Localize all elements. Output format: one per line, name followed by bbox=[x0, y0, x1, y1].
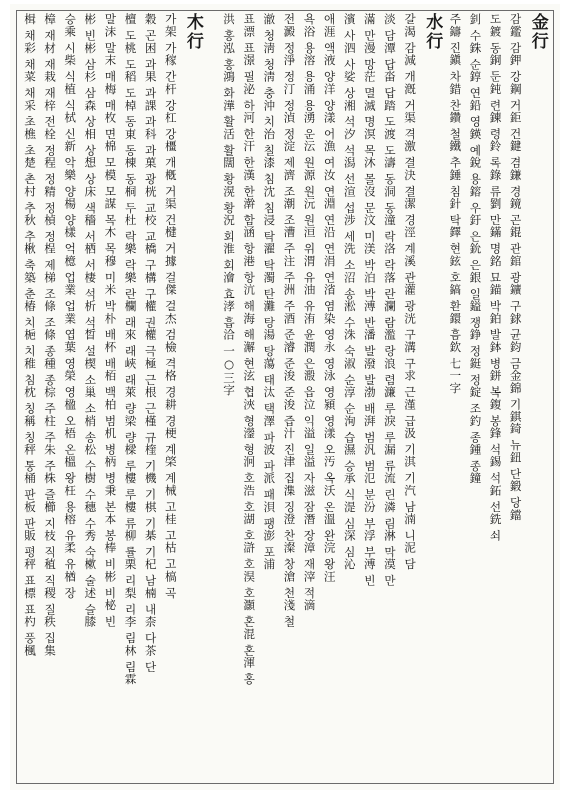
text-column: 彬 빈彬 삼杉 삼森 상相 상想 상床 색穡 서栖 서棲 석析 석晳 설楔 소巢 소梢 송松 수樹 수穗 수秀 숙樕 술述 슬膝 bbox=[83, 13, 98, 628]
text-column: 濱 사泗 사娑 상湘 석汐 석潟 선渲 섭涉 세洗 소沼 송淞 수洙 숙淑 순淳 순洵 습濕 승承 식湜 심深 심沁 bbox=[342, 13, 357, 571]
text-column: 말沫 말末 매梅 매枚 면棉 모模 모謀 목木 목穆 미米 박朴 배杯 배栢 백柏 범机 병柄 병秉 본本 봉棒 비彬 비柲 빈 bbox=[103, 13, 118, 628]
page-border bbox=[16, 10, 554, 784]
text-column: 욕浴 용溶 용涌 용湧 운沄 원源 원沅 원洹 위渭 유油 유洧 윤潤 은溵 읍泣 익溢 일溢 자滋 잠潛 장漳 재滓 적滴 bbox=[302, 13, 317, 612]
text-column: 穀 곤困 과果 과課 과科 과菓 광桄 교校 교橋 구構 구權 권權 극極 근根 근槿 규楏 기機 기棋 기棊 기杞 남楠 내柰 다茶 단 bbox=[143, 13, 158, 673]
text-column: 애涯 액液 양洋 양漾 어漁 여汝 연淵 연沿 연涓 연渻 염染 영永 영泳 영潁 영漾 오汚 옥沃 온溫 완浣 왕汪 bbox=[322, 13, 337, 583]
text-column: 표漂 표澋 필泌 하河 한汗 한漢 한澣 함涵 항港 항沆 해海 해澥 현泫 협浹 형灐 형泂 호浩 호湖 호滸 호淏 호灝 혼混 혼渾 홍 bbox=[242, 13, 257, 685]
text-column: 澈 청淸 청淸 충沖 치治 칠漆 침沈 침浸 탁濯 탁濁 탄灘 탕湯 탕蕩 태汰 택澤 파波 파派 패浿 팽澎 포浦 bbox=[262, 13, 277, 571]
text-column: 승乘 시柴 식植 식栻 신新 악樂 양楊 양樣 억檍 업業 업業 엽葉 영榮 영楹 오梧 온榲 왕枉 용榕 유柔 유楢 장 bbox=[63, 13, 78, 599]
text-column: 감鑑 감鉀 강鋼 거鉅 건鍵 겸鎌 경鏡 곤錕 관錧 광鑛 구銶 균鈞 금金錦 기錤錡 뉴鈕 단鍛 당鐺 bbox=[508, 13, 523, 521]
text-column: 갈渴 감減 개漑 거渠 격激 결決 결潔 경涇 계溪 관灌 광洸 구溝 구求 근漌 급汲 기淇 기汽 남湳 니泥 담 bbox=[403, 13, 418, 571]
text-column: 滿 만漫 망茫 멸滅 명溟 목沐 몰沒 문汶 미渼 박泊 박溥 반潘 발潑 발渤 배湃 범汎 범氾 분汾 부浮 부溥 빈 bbox=[362, 13, 377, 587]
text-column: 가架 가稼 간杆 강杠 강橿 개槪 거渠 건楗 거據 걸傑 걸杰 검檢 격格 경耕 경梗 계棨 계械 고桂 고枯 고槁 곡 bbox=[163, 13, 178, 599]
text-column: 도鍍 동銅 둔鈍 련鍊 령鈴 록錄 류劉 만鏋 명銘 묘錨 박鉑 발鉢 병鉼 복鍑 봉鋒 석錫 석鉐 선銑 쇠 bbox=[488, 13, 503, 542]
column-gap bbox=[207, 13, 217, 781]
text-column: 釗 수銖 순錞 연鉛 영鍈 예銳 용鎔 우釪 은鈗 은銀 일鎰 쟁錚 정鋌 정錠 조釣 종鍾 종鐘 bbox=[468, 13, 483, 485]
text-column: 洪 홍泓 홍鴻 화澕 활活 활闊 황滉 황況 회淮 회澮 효涍 흡洽 一○三字 bbox=[222, 13, 237, 397]
text-column: 淡 담潭 답畓 답踏 도渡 도濤 동洞 동潼 락洛 락落 란瀾 람濫 랑浪 렴濂 루淚 루漏 류流 린潾 림淋 막漠 만 bbox=[382, 13, 397, 587]
text-column: 樟 재材 재栽 재梓 전栓 정程 정精 정楨 정桯 제梯 조條 조條 종種 종棕 주柱 주朱 주株 즐櫛 지枝 직稙 직稷 질秩 집集 bbox=[43, 13, 58, 657]
text-column: 주鑄 진鎭 차錯 찬鑽 철鐵 추錘 침針 탁鐸 현鉉 호鎬 환鐶 흠欽 七一字 bbox=[448, 13, 463, 394]
text-columns bbox=[17, 11, 553, 783]
text-column: 檀 도桃 도稻 도棹 동東 동棟 동桐 두杜 락樂 락樂 란欄 래來 래峽 래萊 량梁 량樑 루樓 루樓 류柳 률栗 리梨 리李 림林 림霖 bbox=[123, 13, 138, 685]
dictionary-page bbox=[10, 4, 560, 790]
section-heading: 木行 bbox=[182, 13, 203, 51]
section-heading: 金行 bbox=[527, 13, 548, 51]
text-column: 전澱 정淨 정汀 정湞 정淀 제濟 조潮 조漕 주注 주洲 주酒 준濬 준浚 준浚 즙汁 진津 집潗 징澄 찬澯 창滄 천淺 철 bbox=[282, 13, 297, 628]
section-heading: 水行 bbox=[422, 13, 443, 51]
text-column: 楫 채彩 채菜 채采 초樵 초楚 촌村 추秋 추楸 축築 춘椿 치梔 치稚 침枕 칭稱 칭秤 통桶 판板 판販 평秤 표標 표杓 풍楓 bbox=[23, 13, 37, 657]
